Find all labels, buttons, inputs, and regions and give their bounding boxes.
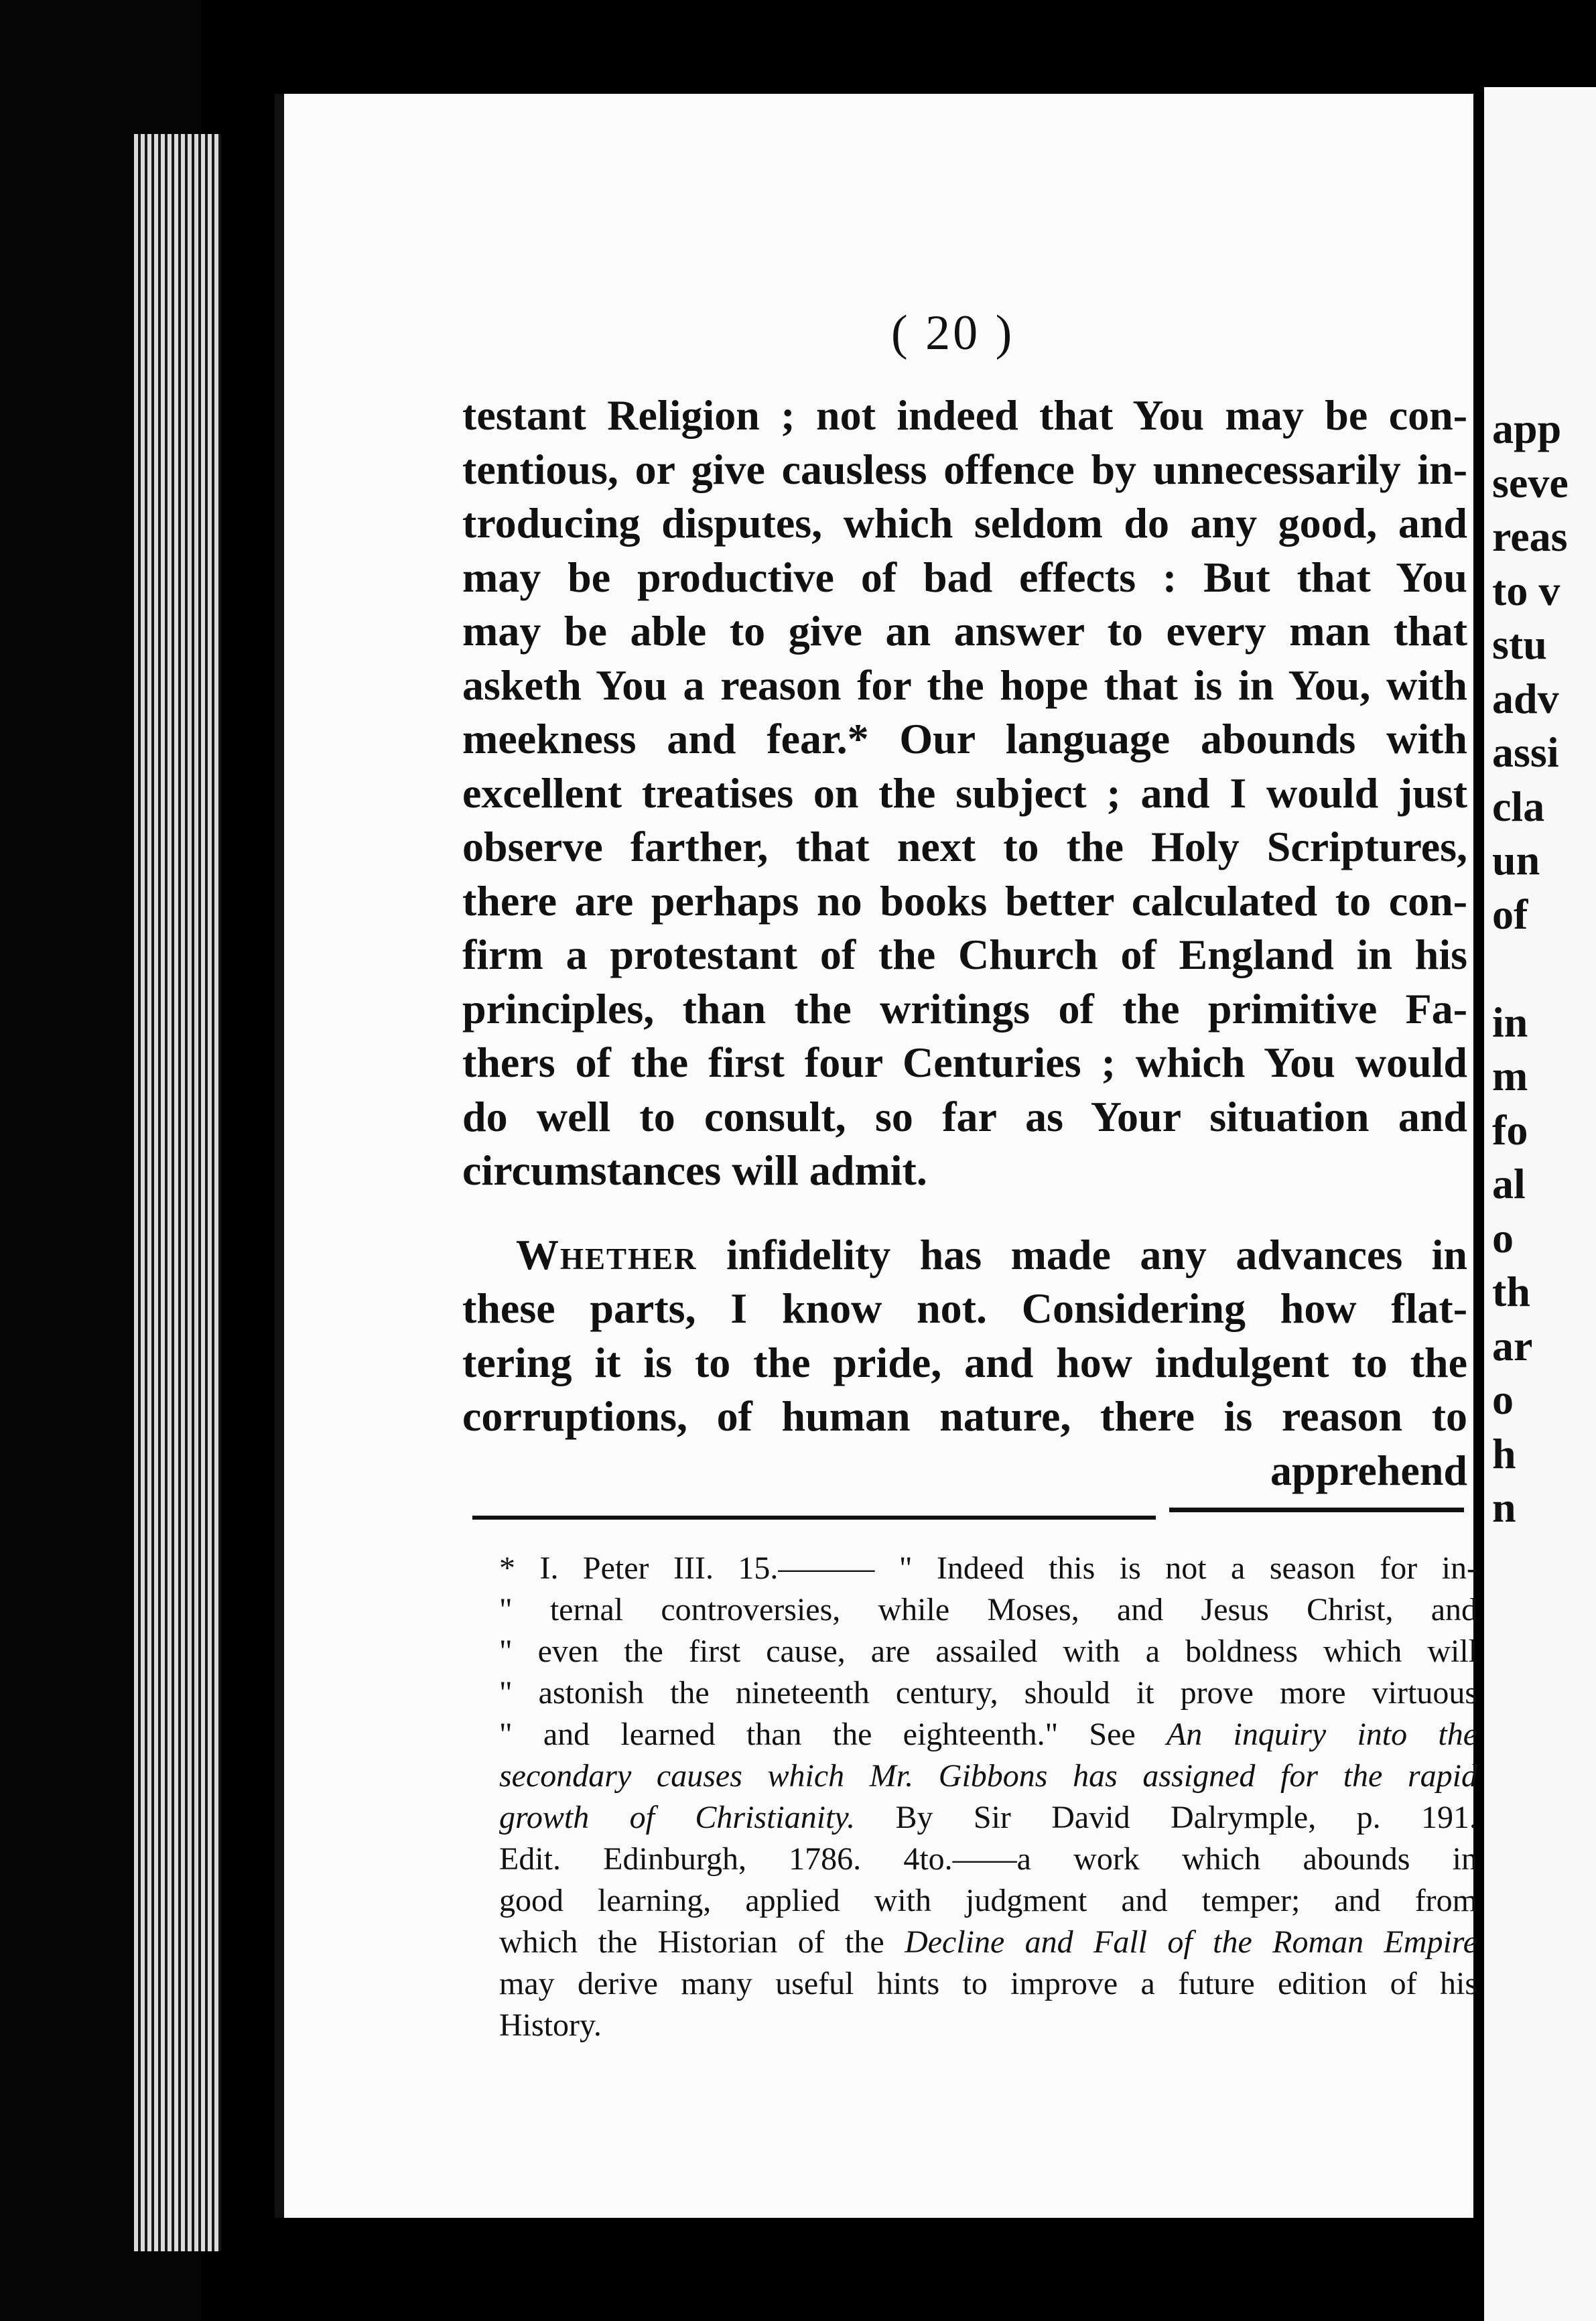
page-number: ( 20 ) bbox=[891, 306, 1015, 360]
adjacent-fragment: th bbox=[1492, 1268, 1530, 1315]
body-line: principles, than the writings of the primitive Fa- bbox=[462, 984, 1467, 1033]
footnote-rule-right bbox=[1169, 1508, 1464, 1512]
adjacent-fragment: ar bbox=[1492, 1321, 1533, 1370]
body-line: do well to consult, so far as Your situation and bbox=[462, 1092, 1467, 1140]
para2-first-rest: infidelity has made any advances in bbox=[697, 1230, 1467, 1278]
adjacent-page bbox=[1484, 87, 1596, 2321]
body-line: tentious, or give causless offence by unnecessarily in- bbox=[462, 445, 1467, 493]
body-line: thers of the first four Centuries ; which You would bbox=[462, 1039, 1467, 1086]
adjacent-fragment: app bbox=[1492, 405, 1562, 452]
footnote-line bbox=[499, 1714, 1477, 1755]
adjacent-fragment: of bbox=[1492, 890, 1528, 938]
body-line: circumstances will admit. bbox=[462, 1146, 927, 1194]
adjacent-fragment: n bbox=[1492, 1483, 1516, 1531]
footnote-title: An inquiry into the bbox=[1166, 1717, 1477, 1752]
footnote-line bbox=[499, 1755, 1477, 1797]
footnote-line bbox=[499, 1922, 1477, 1963]
body-line: asketh You a reason for the hope that is in You, with bbox=[462, 661, 1467, 709]
adjacent-page-text bbox=[1492, 402, 1596, 1535]
adjacent-fragment: to v bbox=[1492, 566, 1560, 614]
adjacent-fragment: cla bbox=[1492, 782, 1545, 830]
footnote-line: * I. Peter III. 15.——— " Indeed this is not a season for in- bbox=[499, 1550, 1477, 1586]
footnote-text: By Sir David Dalrymple, p. 191. bbox=[855, 1800, 1477, 1835]
body-line: may be productive of bad effects : But that You bbox=[462, 553, 1467, 601]
adjacent-fragment: m bbox=[1492, 1052, 1528, 1100]
paragraph-gap bbox=[462, 1198, 1467, 1228]
body-line: there are perhaps no books better calculated to con- bbox=[462, 876, 1467, 925]
footnote-text: which the Historian of the bbox=[499, 1924, 905, 1960]
body-line: corruptions, of human nature, there is reason to bbox=[462, 1392, 1467, 1440]
adjacent-fragment: al bbox=[1492, 1160, 1526, 1207]
footnote-title: growth of Christianity. bbox=[499, 1800, 856, 1835]
footnote-title: secondary causes which Mr. Gibbons has assigned for the rapid bbox=[499, 1758, 1477, 1794]
footnote-line: may derive many useful hints to improve a future edition of his bbox=[499, 1966, 1477, 2001]
footnote-line bbox=[499, 1797, 1477, 1839]
adjacent-fragment: un bbox=[1492, 836, 1540, 884]
footnote-line: " astonish the nineteenth century, should it prove more virtuous bbox=[499, 1675, 1477, 1711]
footnote-text: " and learned than the eighteenth." See bbox=[499, 1717, 1167, 1752]
left-page-stack bbox=[134, 134, 221, 2251]
body-line: testant Religion ; not indeed that You may be con- bbox=[462, 391, 1467, 439]
footnote-line: good learning, applied with judgment and temper; and from bbox=[499, 1883, 1477, 1918]
smallcaps-lead: Whether bbox=[516, 1230, 697, 1278]
body-line: firm a protestant of the Church of England in his bbox=[462, 931, 1467, 978]
adjacent-fragment: o bbox=[1492, 1376, 1514, 1423]
footnote-line: " ternal controversies, while Moses, and Jesus Christ, and bbox=[499, 1592, 1477, 1628]
body-line: meekness and fear.* Our language abounds with bbox=[462, 715, 1467, 762]
body-line bbox=[462, 1228, 1467, 1282]
adjacent-fragment: adv bbox=[1492, 674, 1559, 722]
adjacent-fragment bbox=[1492, 941, 1596, 996]
body-line: excellent treatises on the subject ; and I would just bbox=[462, 769, 1467, 817]
body-line: these parts, I know not. Considering how flat- bbox=[462, 1284, 1467, 1332]
footnote-line: " even the first cause, are assailed with a boldness which will bbox=[499, 1634, 1477, 1669]
adjacent-fragment: reas bbox=[1492, 513, 1568, 560]
body-line: may be able to give an answer to every man that bbox=[462, 607, 1467, 655]
footnote-rule bbox=[472, 1516, 1156, 1520]
adjacent-fragment: o bbox=[1492, 1213, 1514, 1262]
adjacent-fragment: assi bbox=[1492, 728, 1559, 776]
footnote-line: Edit. Edinburgh, 1786. 4to.——a work which abounds in bbox=[499, 1841, 1477, 1877]
adjacent-fragment: in bbox=[1492, 998, 1528, 1046]
body-line: observe farther, that next to the Holy Scriptures, bbox=[462, 823, 1467, 870]
catchword: apprehend bbox=[1270, 1446, 1467, 1494]
footnote-line: History. bbox=[499, 2007, 602, 2043]
body-text bbox=[462, 389, 1467, 1498]
footnote-title: Decline and Fall of the Roman Empire bbox=[905, 1924, 1477, 1960]
body-line: tering it is to the pride, and how indulgent to the bbox=[462, 1338, 1467, 1386]
adjacent-fragment: stu bbox=[1492, 620, 1547, 668]
footnote bbox=[499, 1548, 1477, 2046]
adjacent-fragment: h bbox=[1492, 1429, 1516, 1477]
adjacent-fragment: fo bbox=[1492, 1106, 1528, 1154]
adjacent-fragment: seve bbox=[1492, 458, 1569, 507]
body-line: troducing disputes, which seldom do any good, and bbox=[462, 499, 1467, 547]
